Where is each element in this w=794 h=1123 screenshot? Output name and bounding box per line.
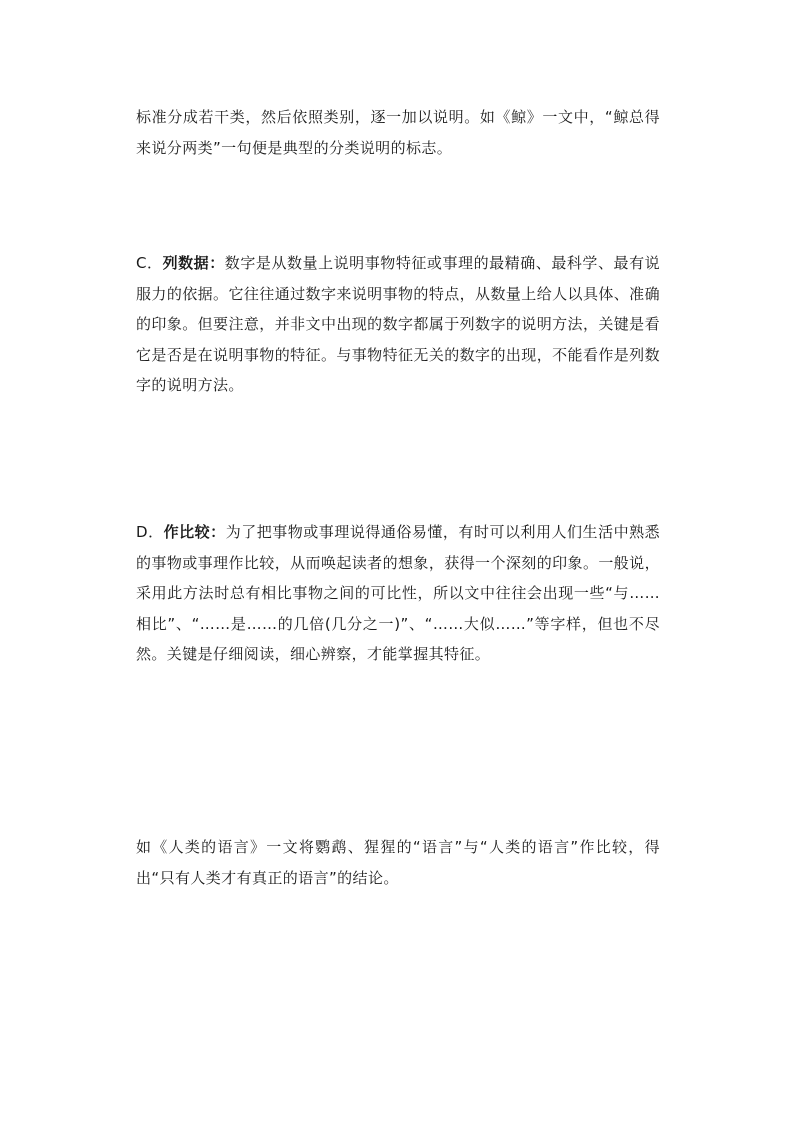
paragraph-classification-example: [136, 102, 660, 163]
paragraph-text: 为了把事物或事理说得通俗易懂，有时可以利用人们生活中熟悉的事物或事理作比较，从而唤起读者的想象，获得一个深刻的印象。一般说，采用此方法时总有相比事物之间的可比性，所以文中往往会出现一些“与……相比”、“……是……的几倍(几分之一)”、“……大似……”等字样，但也不尽然。关键是仔细阅读，细心辨察，才能掌握其特征。: [136, 523, 661, 663]
paragraph-text: 如《人类的语言》一文将鹦鹉、猩猩的“语言”与“人类的语言”作比较，得出“只有人类才有真正的语言”的结论。: [136, 838, 660, 887]
section-term: 列数据: [162, 254, 210, 272]
paragraph-list-data: [136, 248, 660, 401]
section-prefix: C．: [136, 254, 163, 272]
paragraph-text: 数字是从数量上说明事物特征或事理的最精确、最科学、最有说服力的依据。它往往通过数字来说明事物的特点，从数量上给人以具体、准确的印象。但要注意，并非文中出现的数字都属于列数字的说明方法，关键是看它是否是在说明事物的特征。与事物特征无关的数字的出现，不能看作是列数字的说明方法。: [136, 254, 661, 394]
paragraph-text: 标准分成若干类，然后依照类别，逐一加以说明。如《鲸》一文中，“鲸总得来说分两类”一句便是典型的分类说明的标志。: [136, 108, 660, 157]
section-term: 作比较: [163, 523, 211, 541]
section-prefix: D．: [136, 523, 164, 541]
paragraph-comparison: [136, 517, 660, 670]
paragraph-comparison-example: [136, 832, 660, 893]
section-separator: ：: [209, 254, 225, 272]
section-separator: ：: [210, 523, 226, 541]
